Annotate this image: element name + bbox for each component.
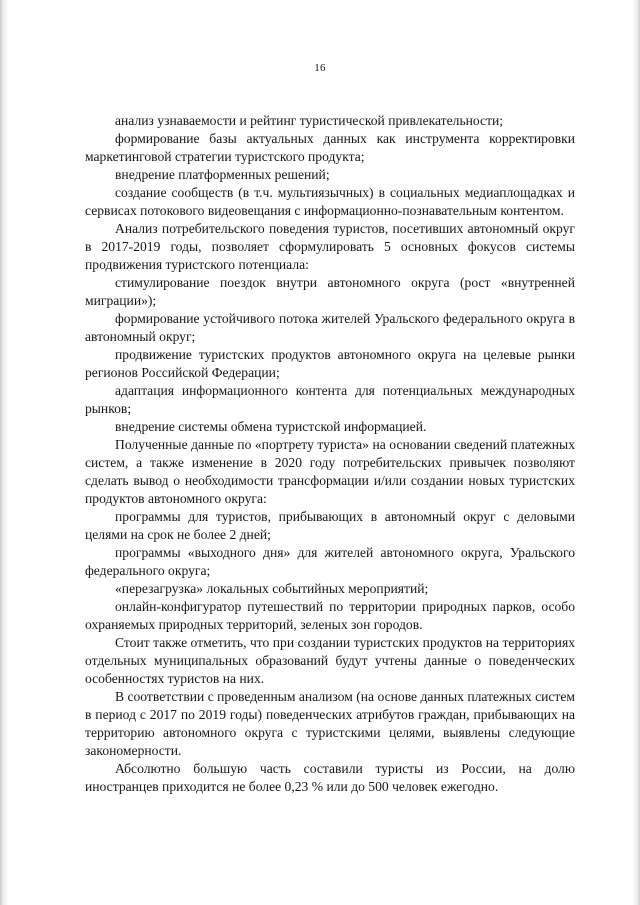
scan-edge-right (632, 0, 640, 905)
paragraph-communities: создание сообществ (в т.ч. мультиязычных) в социальных медиаплощадках и сервисах потокового видеовещания с информационно-познавательным контентом. (85, 185, 575, 218)
paragraph-business-programs: программы для туристов, прибывающих в автономный округ с деловыми целями на срок не более 2 дней; (85, 509, 575, 542)
paragraph-brand-rating: анализ узнаваемости и рейтинг туристической привлекательности; (115, 113, 504, 128)
scan-edge-left (0, 0, 9, 905)
paragraph-municipal-note: Стоит также отметить, что при создании туристских продуктов на территориях отдельных муниципальных образований будут учтены данные о поведенческих особенностях туристов на них. (85, 635, 575, 686)
paragraph-online-configurator: онлайн-конфигуратор путешествий по территории природных парков, особо охраняемых природных территорий, зеленых зон городов. (85, 599, 575, 632)
paragraph-behavior-analysis: Анализ потребительского поведения туристов, посетивших автономный округ в 2017-2019 годы, позволяет сформулировать 5 основных фокусов системы продвижения туристского потенциала: (85, 221, 575, 272)
paragraph-foreign-share: Абсолютно большую часть составили туристы из России, на долю иностранцев приходится не более 0,23 % или до 500 человек ежегодно. (85, 761, 575, 794)
paragraph-focus-ural-flow: формирование устойчивого потока жителей Уральского федерального округа в автономный округ; (85, 311, 575, 344)
paragraph-payment-analysis: В соответствии с проведенным анализом (на основе данных платежных систем в период с 2017 по 2019 годы) поведенческих атрибутов граждан, прибывающих на территорию автономного округа с туристскими целями, выявлены следующие закономерности. (85, 689, 575, 758)
document-body (85, 112, 575, 796)
paragraph-weekend-programs: программы «выходного дня» для жителей автономного округа, Уральского федерального округа; (85, 545, 575, 578)
paragraph-platform: внедрение платформенных решений; (115, 167, 330, 182)
paragraph-tourist-portrait: Полученные данные по «портрету туриста» на основании сведений платежных систем, а также изменение в 2020 году потребительских привычек позволяют сделать вывод о необходимости трансформации и/или создании новых туристских продуктов автономного округа: (85, 437, 575, 506)
paragraph-focus-target-markets: продвижение туристских продуктов автономного округа на целевые рынки регионов Российской Федерации; (85, 347, 575, 380)
paragraph-local-events: «перезагрузка» локальных событийных мероприятий; (115, 581, 429, 596)
paragraph-focus-internal-travel: стимулирование поездок внутри автономного округа (рост «внутренней миграции»); (85, 275, 575, 308)
paragraph-database: формирование базы актуальных данных как инструмента корректировки маркетинговой стратегии туристского продукта; (85, 131, 575, 164)
paragraph-focus-info-exchange: внедрение системы обмена туристской информацией. (115, 419, 427, 434)
paragraph-focus-international: адаптация информационного контента для потенциальных международных рынков; (85, 383, 575, 416)
page-number: 16 (314, 62, 326, 74)
